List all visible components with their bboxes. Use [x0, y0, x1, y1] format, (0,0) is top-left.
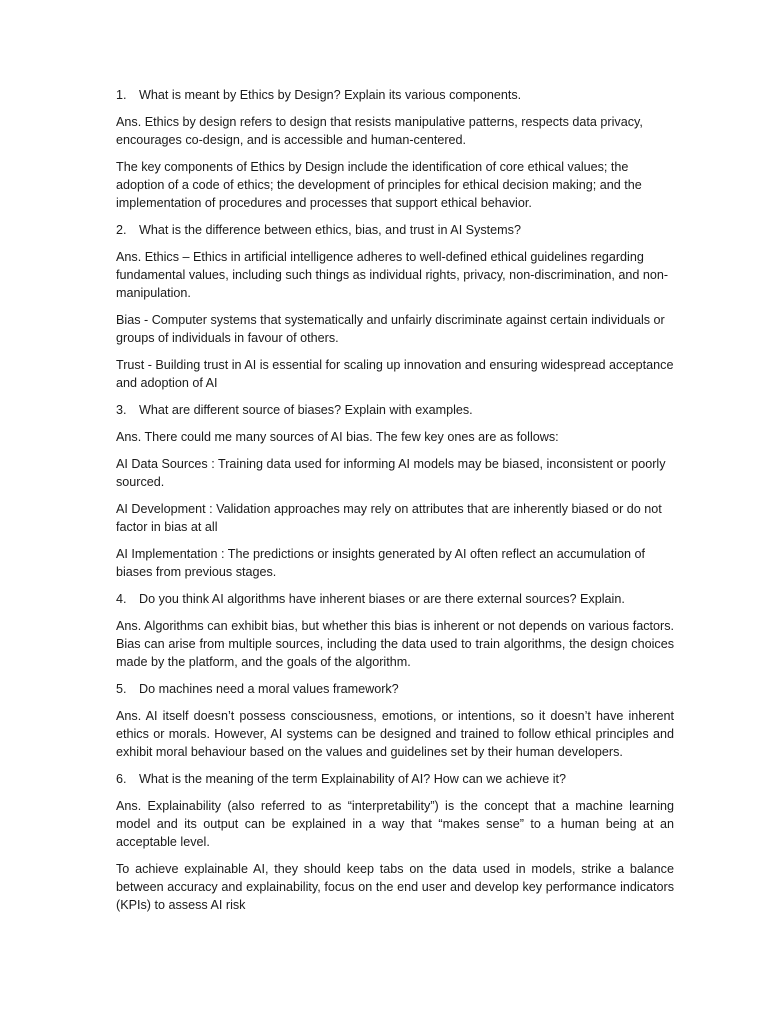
document-page — [116, 86, 674, 923]
answer-3: Ans. There could me many sources of AI bias. The few key ones are as follows: — [116, 430, 559, 444]
answer-2-bias: Bias - Computer systems that systematically and unfairly discriminate against certain individuals or groups of individuals in favour of others. — [116, 313, 665, 345]
question-2 — [116, 221, 674, 239]
answer-2-trust: Trust - Building trust in AI is essential for scaling up innovation and ensuring widespread acceptance and adoption of AI — [116, 358, 674, 390]
question-text: What is meant by Ethics by Design? Explain its various components. — [139, 88, 522, 102]
answer-1: Ans. Ethics by design refers to design that resists manipulative patterns, respects data privacy, encourages co-design, and is accessible and human-centered. — [116, 115, 643, 147]
question-number: 4. — [116, 592, 127, 606]
question-6 — [116, 770, 674, 788]
answer-6-how-to-achieve: To achieve explainable AI, they should keep tabs on the data used in models, strike a balance between accuracy and explainability, focus on the end user and develop key performance indicators (KPIs) to assess AI risk — [116, 862, 674, 912]
question-text: What are different source of biases? Explain with examples. — [139, 403, 473, 417]
question-1 — [116, 86, 674, 104]
answer-3-data-sources: AI Data Sources : Training data used for informing AI models may be biased, inconsistent or poorly sourced. — [116, 457, 666, 489]
answer-4: Ans. Algorithms can exhibit bias, but whether this bias is inherent or not depends on various factors. Bias can arise from multiple sources, including the data used to train algorithms, the design choices made by the platform, and the goals of the algorithm. — [116, 619, 674, 669]
answer-6: Ans. Explainability (also referred to as “interpretability”) is the concept that a machine learning model and its output can be explained in a way that “makes sense” to a human being at an acceptable level. — [116, 799, 674, 849]
question-number: 6. — [116, 772, 127, 786]
question-text: Do you think AI algorithms have inherent biases or are there external sources? Explain. — [139, 592, 625, 606]
question-number: 5. — [116, 682, 127, 696]
question-5 — [116, 680, 674, 698]
question-4 — [116, 590, 674, 608]
question-3 — [116, 401, 674, 419]
question-number: 2. — [116, 223, 127, 237]
answer-5: Ans. AI itself doesn’t possess consciousness, emotions, or intentions, so it doesn’t have inherent ethics or morals. However, AI systems can be designed and trained to follow ethical principles and exhibit moral behaviour based on the values and guidelines set by their human developers. — [116, 709, 674, 759]
answer-1-components: The key components of Ethics by Design include the identification of core ethical values; the adoption of a code of ethics; the development of principles for ethical decision making; and the implementation of procedures and processes that support ethical behavior. — [116, 160, 642, 210]
question-text: What is the meaning of the term Explainability of AI? How can we achieve it? — [139, 772, 567, 786]
answer-2-ethics: Ans. Ethics – Ethics in artificial intelligence adheres to well-defined ethical guidelines regarding fundamental values, including such things as individual rights, privacy, non-discrimination, and non-manipulation. — [116, 250, 669, 300]
answer-3-development: AI Development : Validation approaches may rely on attributes that are inherently biased or do not factor in bias at all — [116, 502, 662, 534]
answer-3-implementation: AI Implementation : The predictions or insights generated by AI often reflect an accumulation of biases from previous stages. — [116, 547, 646, 579]
question-text: Do machines need a moral values framework? — [139, 682, 399, 696]
question-number: 1. — [116, 88, 127, 102]
question-text: What is the difference between ethics, bias, and trust in AI Systems? — [139, 223, 521, 237]
question-number: 3. — [116, 403, 127, 417]
